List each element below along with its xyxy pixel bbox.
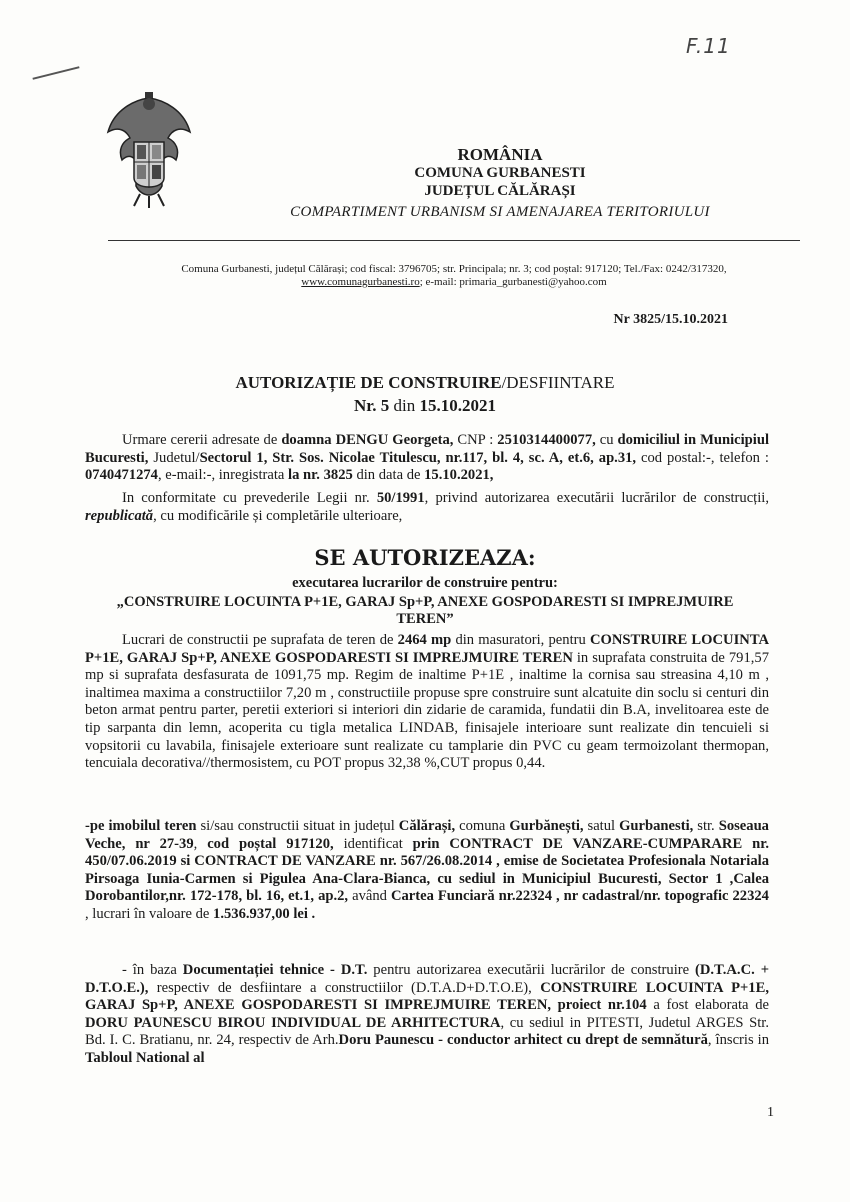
text-run: 2464 mp — [397, 632, 452, 648]
text-run: , — [193, 835, 208, 852]
header-county: JUDEȚUL CĂLĂRAȘI — [424, 183, 576, 199]
title-din: din — [389, 396, 420, 415]
text-run: (D.T.A.C. + D.T.O.E.), — [85, 962, 770, 996]
text-run: cod poștal 917120, — [207, 835, 334, 852]
text-run: Gurbanesti, — [619, 818, 694, 834]
text-run: identificat — [333, 835, 413, 852]
text-run: 15.10.2021, — [424, 467, 494, 484]
text-run: Tabloul National al — [85, 1049, 205, 1066]
text-run: a fost elaborata de — [646, 997, 769, 1014]
text-run: domiciliul in Municipiul Bucuresti, — [85, 432, 770, 466]
title-nr: Nr. 5 — [354, 396, 390, 415]
paragraph-property — [85, 818, 769, 924]
text-run: Urmare cererii adresate de — [122, 432, 282, 448]
text-run: In conformitate cu prevederile Legii nr. — [122, 490, 377, 506]
text-run: cu — [595, 432, 618, 448]
paragraph-documentation — [85, 962, 769, 1068]
execution-object: „CONSTRUIRE LOCUINTA P+1E, GARAJ Sp+P, ANEXE GOSPODARESTI SI IMPREJMUIRE TEREN” — [116, 594, 734, 627]
registration-number: Nr 3825/15.10.2021 — [613, 312, 728, 327]
text-run: prin CONTRACT DE VANZARE-CUMPARARE nr. 450/07.06.2019 si CONTRACT DE VANZARE nr. 567/26.08.2014 , emise de Societatea Profesionala Notariala Pirsoaga Iunia-Carmen si Pigulea Ana-Clara-Bianca, cu sediul in Municipiul Bucuresti, Sector 1 ,Calea Dorobantilor,nr. 172-178, bl. 16, et.1, ap.2, — [85, 835, 769, 905]
text-run: 2510314400077, — [497, 432, 596, 448]
text-run: , cu modificările și completările ulterioare, — [153, 507, 403, 524]
text-run: CNP : — [453, 432, 498, 448]
title-main: AUTORIZAȚIE DE CONSTRUIRE — [235, 373, 502, 392]
text-run: si/sau constructii situat in județul — [196, 818, 399, 834]
text-run: Gurbănești, — [509, 818, 584, 834]
header-department: COMPARTIMENT URBANISM SI AMENAJAREA TERITORIULUI — [290, 204, 710, 220]
text-run: din masuratori, pentru — [451, 632, 590, 648]
text-run: - în baza — [122, 962, 183, 978]
paragraph-law — [85, 490, 769, 525]
text-run: CONSTRUIRE LOCUINTA P+1E, GARAJ Sp+P, ANEXE GOSPODARESTI SI IMPREJMUIRE TEREN, proiect nr.104 — [85, 979, 769, 1014]
text-run: , înscris in — [707, 1032, 769, 1049]
title-date: 15.10.2021 — [419, 396, 496, 415]
text-run: 50/1991 — [376, 490, 425, 506]
text-run: Cartea Funciară nr.22324 , nr cadastral/nr. topografic 22324 — [390, 888, 769, 905]
text-run: respectiv de desfiintare a constructiilor (D.T.A.D+D.T.O.E), — [148, 979, 541, 996]
handwritten-annotation: F.11 — [686, 34, 731, 58]
pen-mark — [32, 66, 79, 80]
website-link[interactable]: www.comunagurbanesti.ro — [301, 276, 420, 288]
text-run: Lucrari de constructii pe suprafata de teren de — [122, 632, 398, 648]
header-commune: COMUNA GURBANESTI — [414, 165, 586, 181]
paragraph-applicant — [85, 432, 769, 485]
document-title — [100, 373, 750, 393]
execution-line: executarea lucrarilor de construire pentru: — [292, 575, 558, 591]
text-run: Documentației tehnice - D.T. — [182, 962, 368, 978]
text-run: -pe imobilul teren — [85, 818, 197, 834]
text-run: comuna — [455, 818, 510, 834]
contact-line-2 — [108, 276, 800, 288]
title-rest: /DESFIINTARE — [501, 373, 615, 392]
text-run: , cu sediul in PITESTI, Judetul ARGES Str. Bd. I. C. Bratianu, nr. 24, respectiv de Arh. — [85, 1014, 769, 1049]
text-run: republicată — [85, 507, 154, 524]
text-run: Doru Paunescu - conductor arhitect cu drept de semnătură — [338, 1032, 708, 1049]
text-run: Sectorul 1, Str. Sos. Nicolae Titulescu, nr.117, bl. 4, sc. A, et.6, ap.31, — [199, 449, 637, 466]
text-run: in suprafata construita de 791,57 mp si suprafata desfasurata de 1091,75 mp. Regim de inaltime P+1E , inaltime la cornisa sau streasina 4,10 m , inaltimea maxima a constructiilor 7,20 m , constructiile propuse spre construire sunt alcatuite din soclu si centuri din beton armat pentru parter, peretii exteriori si interiori din zidarie de caramida, fundatii din B.A, invelitoarea este de tip sarpanta din lemn, acoperita cu tigla metalica LINDAB, finisajele interioare sunt realizate din tencuieli si vopsitorii cu lavabila, finisajele exterioare sunt realizate cu tamplarie din PVC cu geam termoizolant thermopan, tencuiala decorativa//thermosistem, cu POT propus 32,38 %,CUT propus 0,44. — [85, 649, 770, 772]
header-divider — [108, 240, 800, 241]
text-run: , e-mail:-, inregistrata — [157, 467, 289, 484]
text-run: str. — [693, 818, 719, 834]
email-text: ; e-mail: primaria_gurbanesti@yahoo.com — [419, 276, 607, 288]
authorization-heading: SE AUTORIZEAZA: — [314, 545, 536, 570]
text-run: având — [348, 888, 391, 905]
text-run: doamna DENGU Georgeta, — [281, 432, 454, 448]
text-run: 0740471274 — [85, 467, 158, 484]
contact-line: Comuna Gurbanesti, județul Călărași; cod fiscal: 3796705; str. Principala; nr. 3; cod poștal: 917120; Tel./Fax: 0242/317320, — [181, 263, 727, 275]
text-run: din data de — [352, 467, 425, 484]
text-run: pentru autorizarea executării lucrărilor de construire — [367, 962, 696, 978]
text-run: cod postal:-, telefon : — [636, 449, 769, 466]
text-run: satul — [583, 818, 620, 834]
text-run: Călărași, — [398, 818, 456, 834]
text-run: , lucrari în valoare de — [85, 905, 214, 922]
page-number: 1 — [767, 1105, 774, 1120]
text-run: la nr. 3825 — [288, 467, 353, 484]
header-country: ROMÂNIA — [457, 145, 543, 164]
text-run: Soseaua Veche, nr 27-39 — [85, 818, 769, 852]
document-number — [100, 396, 750, 416]
text-run: Judetul/ — [148, 449, 200, 466]
coat-of-arms-icon — [104, 90, 194, 210]
paragraph-works — [85, 632, 769, 773]
text-run: DORU PAUNESCU BIROU INDIVIDUAL DE ARHITECTURA — [85, 1014, 501, 1031]
text-run: , privind autorizarea executării lucrărilor de construcții, — [424, 490, 769, 506]
text-run: 1.536.937,00 lei . — [213, 905, 316, 922]
text-run: CONSTRUIRE LOCUINTA P+1E, GARAJ Sp+P, ANEXE GOSPODARESTI SI IMPREJMUIRE TEREN — [85, 632, 770, 666]
